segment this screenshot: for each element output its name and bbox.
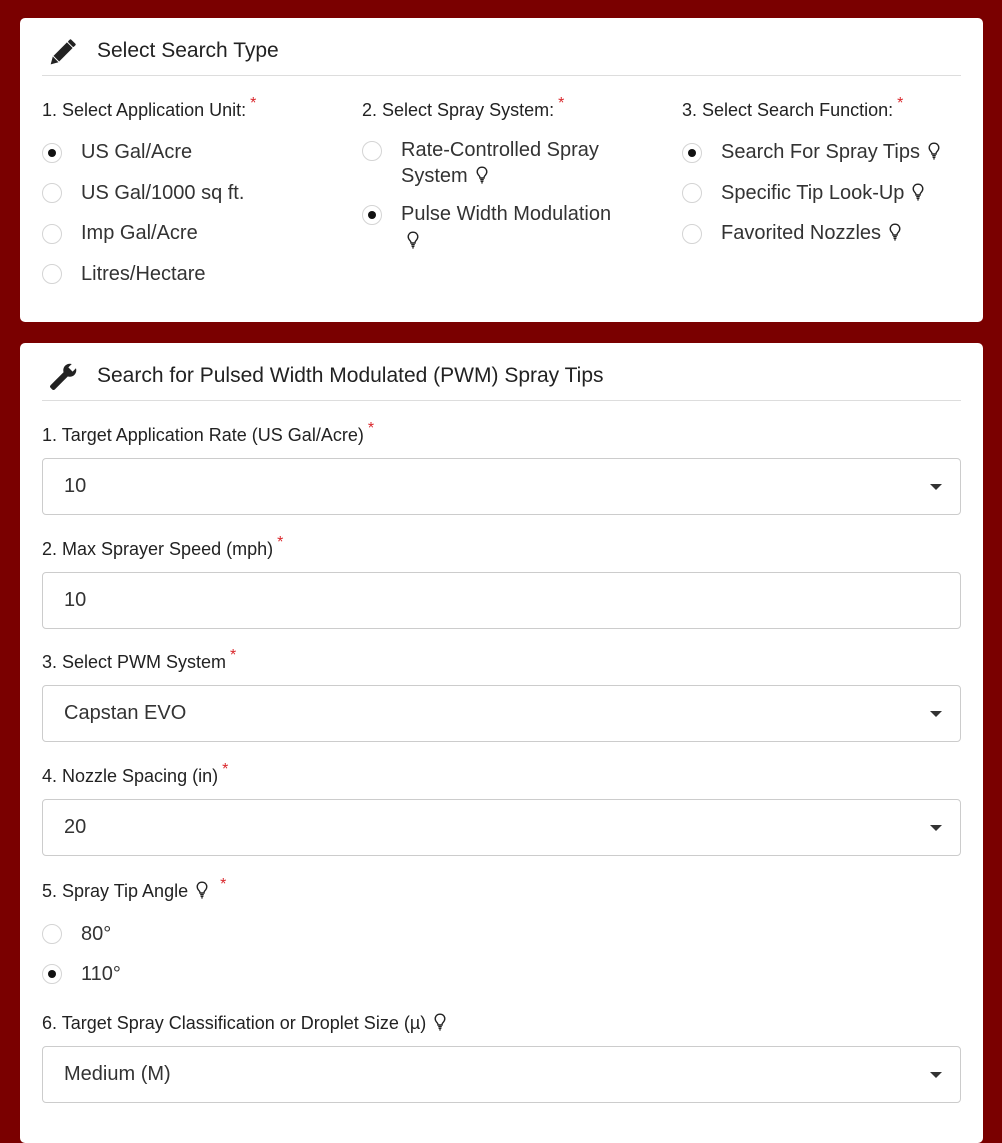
- caret-down-icon: [930, 825, 942, 831]
- spray-radio-rate-controlled[interactable]: [362, 141, 382, 161]
- pwm-system-label: 3. Select PWM System *: [42, 647, 237, 672]
- target-rate-select[interactable]: 10: [42, 458, 961, 515]
- lightbulb-icon[interactable]: [476, 166, 488, 184]
- lightbulb-icon[interactable]: [407, 231, 419, 249]
- search-type-header: [42, 18, 961, 76]
- pwm-search-title: Search for Pulsed Width Modulated (PWM) Spray Tips: [97, 364, 604, 387]
- wrench-icon: [45, 361, 79, 395]
- spray-classification-select[interactable]: Medium (M): [42, 1046, 961, 1103]
- pwm-system-select[interactable]: Capstan EVO: [42, 685, 961, 742]
- pwm-search-header: [42, 343, 961, 401]
- spray-tip-angle-label: 5. Spray Tip Angle *: [42, 876, 227, 901]
- search-function-label: 3. Select Search Function: *: [682, 95, 904, 120]
- function-radio-search-tips[interactable]: [682, 143, 702, 163]
- caret-down-icon: [930, 484, 942, 490]
- pwm-search-panel: Search for Pulsed Width Modulated (PWM) Spray Tips 1. Target Application Rate (US Gal/Acre) * 10 2. Max Sprayer Speed (mph) * 10 3. Select PWM System * Capstan EVO 4. Nozzle Spacing (in) * 20 5. Spray Tip Angle * 80° 110° 6. Target Spray Classification or Droplet Size (µ) Medium (M): [20, 343, 983, 1143]
- lightbulb-icon[interactable]: [434, 1013, 446, 1031]
- max-speed-label: 2. Max Sprayer Speed (mph) *: [42, 534, 284, 559]
- spray-system-label: 2. Select Spray System: *: [362, 95, 565, 120]
- application-unit-label: 1. Select Application Unit: *: [42, 95, 257, 120]
- nozzle-spacing-select[interactable]: 20: [42, 799, 961, 856]
- nozzle-spacing-label: 4. Nozzle Spacing (in) *: [42, 761, 229, 786]
- lightbulb-icon[interactable]: [196, 881, 208, 899]
- search-type-title: Select Search Type: [97, 39, 279, 62]
- spray-classification-label: 6. Target Spray Classification or Droplet Size (µ): [42, 1013, 446, 1034]
- angle-radio-80[interactable]: [42, 924, 62, 944]
- max-speed-input[interactable]: 10: [42, 572, 961, 629]
- spray-radio-pwm[interactable]: [362, 205, 382, 225]
- unit-radio-us-gal-acre[interactable]: [42, 143, 62, 163]
- lightbulb-icon[interactable]: [928, 142, 940, 160]
- angle-radio-110[interactable]: [42, 964, 62, 984]
- unit-radio-litres-hectare[interactable]: [42, 264, 62, 284]
- unit-radio-imp-gal-acre[interactable]: [42, 224, 62, 244]
- function-radio-tip-lookup[interactable]: [682, 183, 702, 203]
- unit-radio-us-gal-1000[interactable]: [42, 183, 62, 203]
- caret-down-icon: [930, 1072, 942, 1078]
- caret-down-icon: [930, 711, 942, 717]
- target-rate-label: 1. Target Application Rate (US Gal/Acre) *: [42, 420, 375, 445]
- pencil-icon: [45, 36, 79, 70]
- function-radio-favorited[interactable]: [682, 224, 702, 244]
- lightbulb-icon[interactable]: [889, 223, 901, 241]
- lightbulb-icon[interactable]: [912, 183, 924, 201]
- search-type-panel: Select Search Type 1. Select Application Unit: * US Gal/Acre US Gal/1000 sq ft. Imp Gal/Acre Litres/Hectare 2. Select Spray System: * Rate-Controlled Spray System Pulse Width Modulation 3. Select Search Function: * Search For Spray Tips Specific Tip Look-Up Favorited Nozzles: [20, 18, 983, 322]
